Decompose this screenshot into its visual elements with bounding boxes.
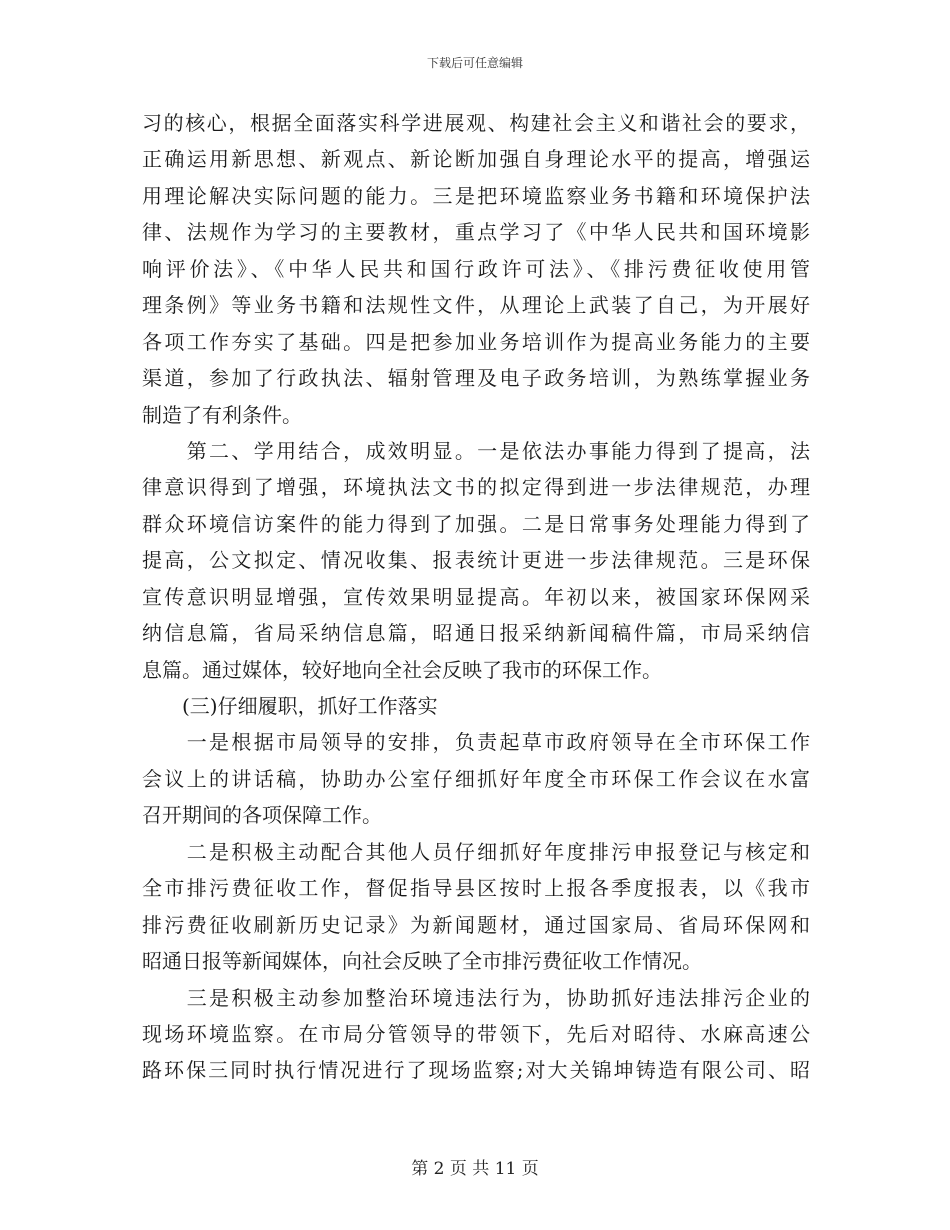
document-body <box>142 105 810 1089</box>
text-line: 习的核心，根据全面落实科学进展观、构建社会主义和谐社会的要求， <box>142 111 810 135</box>
text-line: 正确运用新思想、新观点、新论断加强自身理论水平的提高，增强运 <box>142 147 810 172</box>
text-line: 制造了有利条件。 <box>142 402 302 427</box>
text-line: 各项工作夯实了基础。四是把参加业务培训作为提高业务能力的主要 <box>142 329 810 354</box>
text-line: 息篇。通过媒体，较好地向全社会反映了我市的环保工作。 <box>142 657 662 682</box>
text-line: 渠道，参加了行政执法、辐射管理及电子政务培训，为熟练掌握业务 <box>142 366 810 391</box>
text-line: 路环保三同时执行情况进行了现场监察;对大关锦坤铸造有限公司、昭 <box>142 1058 810 1083</box>
text-line: 排污费征收刷新历史记录》为新闻题材，通过国家局、省局环保网和 <box>142 912 810 937</box>
text-line: 宣传意识明显增强，宣传效果明显提高。年初以来，被国家环保网采 <box>142 584 810 609</box>
text-line: 一是根据市局领导的安排，负责起草市政府领导在全市环保工作 <box>142 730 810 755</box>
text-line: 提高，公文拟定、情况收集、报表统计更进一步法律规范。三是环保 <box>142 548 810 573</box>
text-line: 二是积极主动配合其他人员仔细抓好年度排污申报登记与核定和 <box>142 839 810 864</box>
section-heading: (三)仔细履职，抓好工作落实 <box>142 694 438 718</box>
text-line: 全市排污费征收工作，督促指导县区按时上报各季度报表，以《我市 <box>142 876 810 901</box>
text-line: 用理论解决实际问题的能力。三是把环境监察业务书籍和环境保护法 <box>142 183 810 208</box>
header-note: 下载后可任意编辑 <box>426 56 523 70</box>
text-line: 现场环境监察。在市局分管领导的带领下，先后对昭待、水麻高速公 <box>142 1021 810 1046</box>
text-line: 纳信息篇，省局采纳信息篇，昭通日报采纳新闻稿件篇，市局采纳信 <box>142 621 810 646</box>
text-line: 律、法规作为学习的主要教材，重点学习了《中华人民共和国环境影 <box>142 220 810 245</box>
text-line: 群众环境信访案件的能力得到了加强。二是日常事务处理能力得到了 <box>142 511 810 536</box>
text-line: 理条例》等业务书籍和法规性文件，从理论上武装了自己，为开展好 <box>142 293 810 318</box>
page-number: 第 2 页 共 11 页 <box>411 1159 539 1179</box>
text-line: 响评价法》、《中华人民共和国行政许可法》、《排污费征收使用管 <box>142 256 810 281</box>
text-line: 会议上的讲话稿，协助办公室仔细抓好年度全市环保工作会议在水富 <box>142 766 810 791</box>
text-line: 三是积极主动参加整治环境违法行为，协助抓好违法排污企业的 <box>142 985 810 1010</box>
text-line: 召开期间的各项保障工作。 <box>142 803 382 828</box>
text-line: 昭通日报等新闻媒体，向社会反映了全市排污费征收工作情况。 <box>142 949 702 974</box>
text-line: 律意识得到了增强，环境执法文书的拟定得到进一步法律规范，办理 <box>142 475 810 500</box>
text-line: 第二、学用结合，成效明显。一是依法办事能力得到了提高，法 <box>142 438 810 463</box>
